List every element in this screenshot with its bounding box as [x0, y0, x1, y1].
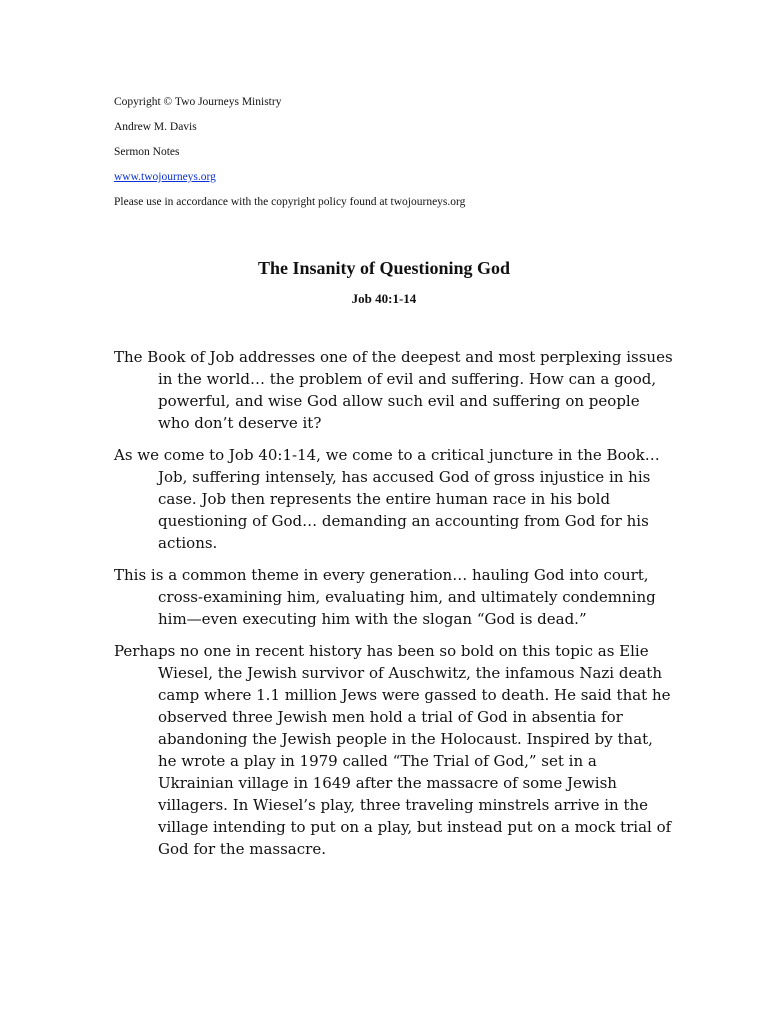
policy-line: Please use in accordance with the copyright policy found at twojourneys.org: [114, 196, 466, 208]
paragraph-1: The Book of Job addresses one of the deepest and most perplexing issues in the world… the problem of evil and suffering. How can a good, powerful, and wise God allow such evil and suffering on people who don’t deserve it?: [114, 348, 673, 432]
copyright-line: Copyright © Two Journeys Ministry: [114, 96, 282, 108]
website-link[interactable]: www.twojourneys.org: [114, 171, 216, 183]
website-line: [114, 168, 634, 193]
paragraph-3: This is a common theme in every generation… hauling God into court, cross-examining him, evaluating him, and ultimately condemning him—even executing him with the slogan “God is dead.”: [114, 566, 656, 628]
author-line: Andrew M. Davis: [114, 121, 197, 133]
doc-type-line: Sermon Notes: [114, 146, 180, 158]
sermon-title: The Insanity of Questioning God: [257, 258, 511, 278]
scripture-reference: Job 40:1-14: [351, 291, 417, 306]
document-header: [114, 93, 634, 218]
paragraph-4: Perhaps no one in recent history has been so bold on this topic as Elie Wiesel, the Jewish survivor of Auschwitz, the infamous Nazi death camp where 1.1 million Jews were gassed to death. He said that he observed three Jewish men hold a trial of God in absentia for abandoning the Jewish people in the Holocaust. Inspired by that, he wrote a play in 1979 called “The Trial of God,” set in a Ukrainian village in 1649 after the massacre of some Jewish villagers. In Wiesel’s play, three traveling minstrels arrive in the village intending to put on a play, but instead put on a mock trial of God for the massacre.: [114, 642, 672, 858]
sermon-body: [114, 346, 674, 870]
paragraph-2: As we come to Job 40:1-14, we come to a critical juncture in the Book… Job, suffering intensely, has accused God of gross injustice in his case. Job then represents the entire human race in his bold questioning of God… demanding an accounting from God for his actions.: [114, 446, 660, 552]
